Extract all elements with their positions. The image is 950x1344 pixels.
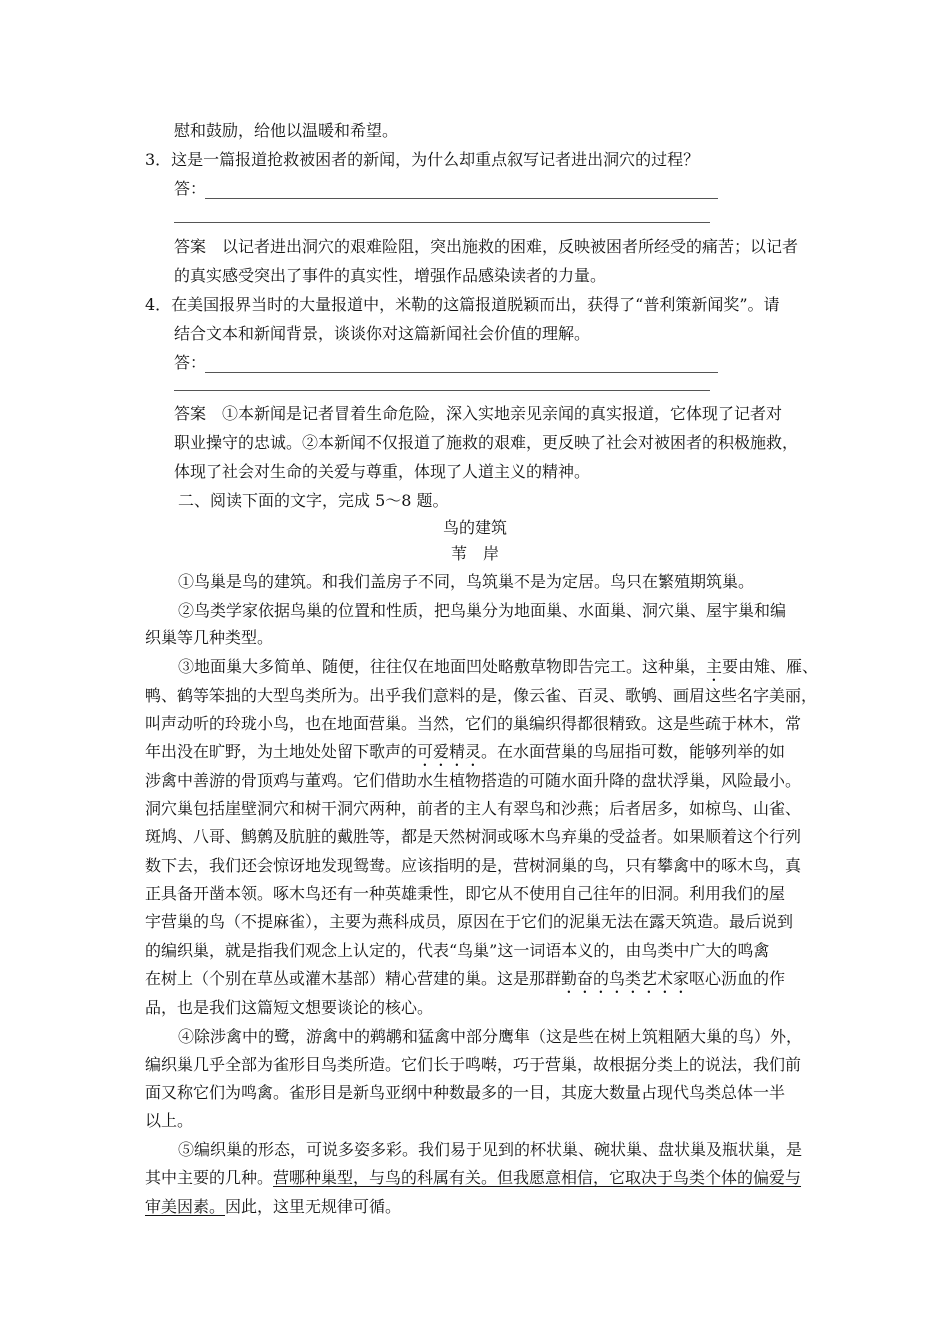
paragraph-3-line: 正具备开凿本领。啄木鸟还有一种英雄秉性，即它从不使用自己往年的旧洞。利用我们的屋 xyxy=(145,884,786,903)
answer-3-line: 答案 以记者进出洞穴的艰难险阻，突出施救的困难，反映被困者所经受的痛苦；以记者 xyxy=(174,237,799,256)
answer-3-line: 的真实感受突出了事件的真实性，增强作品感染读者的力量。 xyxy=(174,266,607,285)
paragraph-3-line: 宇营巢的鸟（不提麻雀），主要为燕科成员，原因在于它们的泥巢无法在露天筑造。最后说到 xyxy=(145,912,794,931)
section-heading: 二、阅读下面的文字，完成 5～8 题。 xyxy=(178,491,449,510)
question-4-cont: 结合文本和新闻背景，谈谈你对这篇新闻社会价值的理解。 xyxy=(174,324,591,343)
answer-blank-line xyxy=(205,372,718,373)
paragraph-3-line: 数下去，我们还会惊讶地发现鸳鸯。应该指明的是，营树洞巢的鸟，只有攀禽中的啄木鸟，真 xyxy=(145,856,802,875)
underlined-sentence: 审美因素。 xyxy=(145,1197,226,1216)
paragraph-4-line: 以上。 xyxy=(145,1111,194,1130)
text-run: 在树上（个别在草丛或灌木基部）精心营建的巢。这是那群 xyxy=(145,969,562,988)
paragraph-2-cont: 织巢等几种类型。 xyxy=(145,628,274,647)
answer-4-line: 答案 ①本新闻是记者冒着生命危险，深入实地亲见亲闻的真实报道，它体现了记者对 xyxy=(174,404,783,423)
answer-blank-line xyxy=(174,222,710,223)
paragraph-4: ④除涉禽中的鹭，游禽中的鹈鹕和猛禽中部分鹰隼（这是些在树上筑粗陋大巢的鸟）外， xyxy=(178,1027,803,1046)
paragraph-3-line: 品，也是我们这篇短文想要谈论的核心。 xyxy=(145,998,434,1017)
underlined-sentence: 营哪种巢型，与鸟的科属有关。但我愿意相信，它取决于鸟类个体的偏爱与 xyxy=(273,1168,802,1187)
emphasized-phrase: 勤奋的鸟类艺术家 xyxy=(561,969,690,988)
paragraph-3-line: 斑鸠、八哥、鹪鹩及肮脏的戴胜等，都是天然树洞或啄木鸟弃巢的受益者。如果顺着这个行列 xyxy=(145,827,802,846)
paragraph-1: ①鸟巢是鸟的建筑。和我们盖房子不同，鸟筑巢不是为定居。鸟只在繁殖期筑巢。 xyxy=(178,572,755,591)
paragraph-5-line xyxy=(145,1196,401,1218)
text-run: 要由雉、雁、 xyxy=(722,657,819,676)
text-run: ③地面巢大多简单、随便，往往仅在地面凹处略敷草物即告完工。这种巢， xyxy=(178,657,707,676)
text-run: 其中主要的几种。 xyxy=(145,1168,274,1187)
paragraph-3-line xyxy=(145,968,785,997)
paragraph-3 xyxy=(178,656,818,685)
q2-answer-tail: 慰和鼓励，给他以温暖和希望。 xyxy=(174,121,399,140)
text-run: 因此，这里无规律可循。 xyxy=(225,1197,402,1216)
text-run: 。在水面营巢的鸟屈指可数，能够列举的如 xyxy=(481,742,786,761)
question-4: 4．在美国报界当时的大量报道中，米勒的这篇报道脱颖而出，获得了“普利策新闻奖”。请 xyxy=(145,295,780,314)
answer-label-3: 答： xyxy=(174,179,207,198)
paragraph-3-line: 涉禽中善游的骨顶鸡与董鸡。它们借助水生植物搭造的可随水面升降的盘状浮巢，风险最小。 xyxy=(145,771,802,790)
paragraph-4-line: 面又称它们为鸣禽。雀形目是新鸟亚纲中种数最多的一目，其庞大数量占现代鸟类总体一半 xyxy=(145,1083,786,1102)
emphasized-word: 主 xyxy=(706,657,723,676)
paragraph-3-line: 鸭、鹤等笨拙的大型鸟类所为。出乎我们意料的是，像云雀、百灵、歌鸲、画眉这些名字美丽， xyxy=(145,686,818,705)
text-run: 呕心沥血的作 xyxy=(689,969,786,988)
answer-4-line: 职业操守的忠诚。②本新闻不仅报道了施救的艰难，更反映了社会对被困者的积极施救， xyxy=(174,433,799,452)
answer-label-4: 答： xyxy=(174,353,207,372)
article-author: 苇 岸 xyxy=(450,544,499,563)
question-3: 3．这是一篇报道抢救被困者的新闻，为什么却重点叙写记者进出洞穴的过程？ xyxy=(145,150,700,169)
paragraph-4-line: 编织巢几乎全部为雀形目鸟类所造。它们长于鸣啭，巧于营巢，故根据分类上的说法，我们前 xyxy=(145,1055,802,1074)
paragraph-3-line: 的编织巢，就是指我们观念上认定的，代表“鸟巢”这一词语本义的，由鸟类中广大的鸣禽 xyxy=(145,941,770,960)
answer-4-line: 体现了社会对生命的关爱与尊重，体现了人道主义的精神。 xyxy=(174,462,591,481)
answer-blank-line xyxy=(205,198,718,199)
answer-blank-line xyxy=(174,390,710,391)
paragraph-2: ②鸟类学家依据鸟巢的位置和性质，把鸟巢分为地面巢、水面巢、洞穴巢、屋宇巢和编 xyxy=(178,601,787,620)
paragraph-5-line xyxy=(145,1167,801,1189)
article-title: 鸟的建筑 xyxy=(442,518,507,537)
text-run: 年出没在旷野，为土地处处留下歌声的 xyxy=(145,742,418,761)
paragraph-3-line: 洞穴巢包括崖壁洞穴和树干洞穴两种，前者的主人有翠鸟和沙燕；后者居多，如椋鸟、山雀、 xyxy=(145,799,802,818)
emphasized-phrase: 可爱精灵 xyxy=(417,742,482,761)
paragraph-3-line xyxy=(145,741,785,770)
paragraph-5: ⑤编织巢的形态，可说多姿多彩。我们易于见到的杯状巢、碗状巢、盘状巢及瓶状巢，是 xyxy=(178,1140,803,1159)
paragraph-3-line: 叫声动听的玲珑小鸟，也在地面营巢。当然，它们的巢编织得都很精致。这是些疏于林木，常 xyxy=(145,714,802,733)
